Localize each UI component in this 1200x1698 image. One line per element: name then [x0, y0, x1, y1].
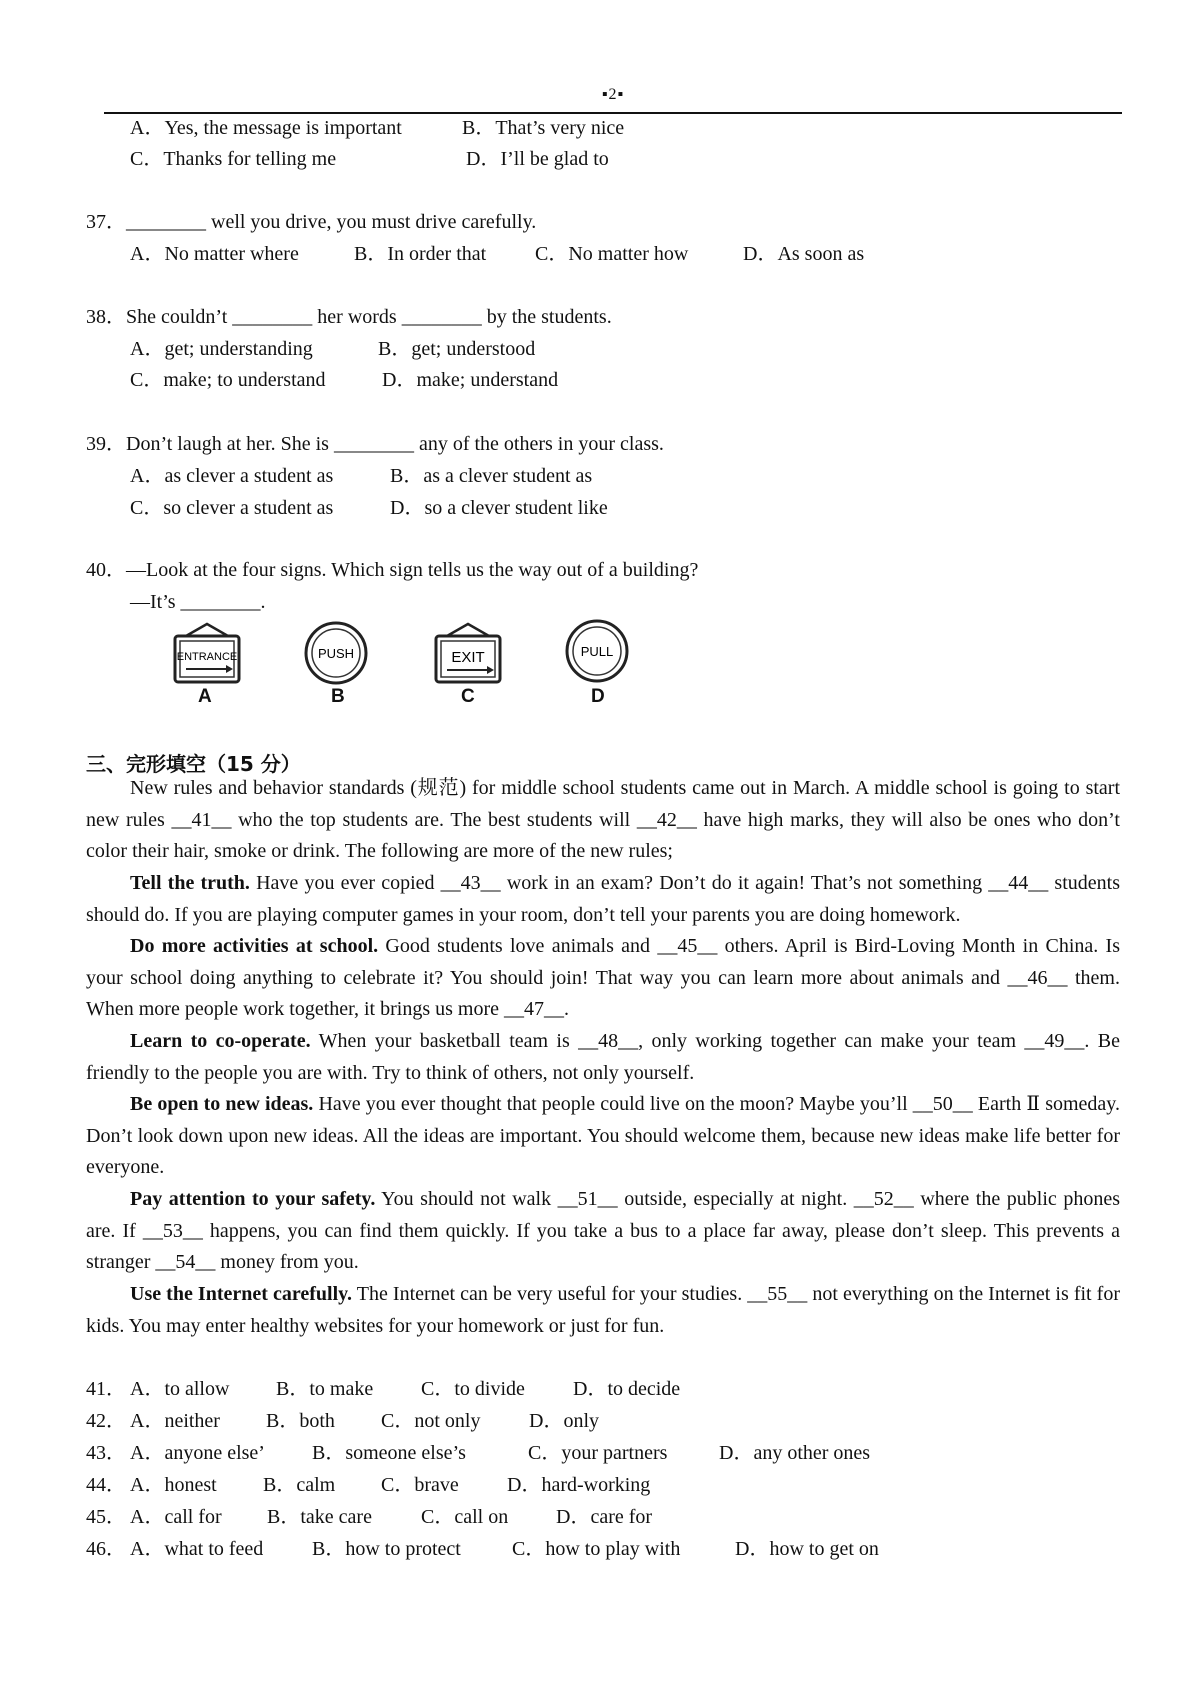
- svg-text:PUSH: PUSH: [317, 646, 355, 661]
- option-d: D．hard-working: [507, 1474, 651, 1496]
- paragraph-heading: Be open to new ideas.: [130, 1093, 314, 1115]
- option-a: A．call for: [130, 1506, 222, 1528]
- question-number: 45．: [86, 1506, 126, 1528]
- svg-text:ENTRANCE: ENTRANCE: [176, 651, 238, 663]
- page-number: ▪2▪: [601, 86, 625, 103]
- option-b: B．calm: [263, 1474, 336, 1496]
- option-c: C．not only: [381, 1410, 481, 1432]
- option-a: A．neither: [130, 1410, 220, 1432]
- option-39-c: C．so clever a student as: [130, 497, 334, 519]
- sign-b-push: [303, 620, 369, 691]
- option-b: B．take care: [267, 1506, 372, 1528]
- question-number: 44．: [86, 1474, 126, 1496]
- passage-paragraph-7: Use the Internet carefully. The Internet can be very useful for your studies. __55__ not everything on the Internet is fit for kids. You may enter healthy websites for your homework or just for fun.: [86, 1283, 1120, 1337]
- sign-a-entrance: [172, 622, 242, 693]
- option-c: C．to divide: [421, 1378, 525, 1400]
- option-d: D．how to get on: [735, 1538, 879, 1560]
- svg-text:EXIT: EXIT: [451, 649, 485, 666]
- svg-text:PULL: PULL: [580, 644, 614, 659]
- option-37-c: C．No matter how: [535, 243, 689, 265]
- passage-paragraph-1: New rules and behavior standards (规范) for middle school students came out in March. A middle school is going to start new rules __41__ who the top students are. The best students will __42__ have high marks, they will also be ones who don’t color their hair, smoke or drink. The following are more of the new rules;: [86, 777, 1120, 862]
- pull-sign-icon: [564, 618, 630, 684]
- option-b: B．how to protect: [312, 1538, 461, 1560]
- paragraph-heading: Learn to co-operate.: [130, 1030, 311, 1052]
- option-a: A．honest: [130, 1474, 217, 1496]
- section-title: 三、完形填空（15 分）: [86, 752, 301, 776]
- option-c: C．brave: [381, 1474, 459, 1496]
- question-37-stem: 37．________ well you drive, you must drive carefully.: [86, 211, 537, 233]
- option-d: D．only: [529, 1410, 599, 1432]
- question-38-stem: 38．She couldn’t ________ her words ________ by the students.: [86, 306, 612, 328]
- exit-sign-icon: [433, 622, 503, 688]
- passage-paragraph-6: Pay attention to your safety. You should not walk __51__ outside, especially at night. __52__ where the public phones are. If __53__ happens, you can find them quickly. If you take a bus to a place far away, please don’t sleep. This prevents a stranger __54__ money from you.: [86, 1188, 1120, 1273]
- option-c: C．how to play with: [512, 1538, 681, 1560]
- passage-paragraph-2: Tell the truth. Have you ever copied __43__ work in an exam? Don’t do it again! That’s not something __44__ students should do. If you are playing computer games in your room, don’t tell your parents you are doing homework.: [86, 872, 1120, 926]
- question-40-answer-line: —It’s ________.: [130, 591, 266, 613]
- page-header: [104, 84, 1122, 114]
- entrance-sign-icon: [172, 622, 242, 688]
- option-37-d: D．As soon as: [743, 243, 865, 265]
- sign-label-a: A: [198, 686, 212, 707]
- option-38-b: B．get; understood: [378, 338, 536, 360]
- paragraph-heading: Pay attention to your safety.: [130, 1188, 376, 1210]
- option-a: A．to allow: [130, 1378, 230, 1400]
- option-37-a: A．No matter where: [130, 243, 299, 265]
- option-37-b: B．In order that: [354, 243, 487, 265]
- question-39-stem: 39．Don’t laugh at her. She is ________ any of the others in your class.: [86, 433, 664, 455]
- sign-d-pull: [564, 618, 630, 689]
- option-38-d: D．make; understand: [382, 369, 559, 391]
- question-number: 41．: [86, 1378, 126, 1400]
- passage-paragraph-4: Learn to co-operate. When your basketball team is __48__, only working together can make your team __49__. Be friendly to the people you are with. Try to think of others, not only yourself.: [86, 1030, 1121, 1084]
- paragraph-heading: Do more activities at school.: [130, 935, 379, 957]
- option-38-c: C．make; to understand: [130, 369, 326, 391]
- option-39-d: D．so a clever student like: [390, 497, 608, 519]
- option-d: D．any other ones: [719, 1442, 871, 1464]
- question-40-stem: 40．—Look at the four signs. Which sign tells us the way out of a building?: [86, 559, 699, 581]
- option-c: C．your partners: [528, 1442, 668, 1464]
- option-39-b: B．as a clever student as: [390, 465, 593, 487]
- option-a: A．anyone else’: [130, 1442, 265, 1464]
- sign-label-d: D: [591, 686, 605, 707]
- option-36-b: B．That’s very nice: [462, 117, 625, 139]
- option-39-a: A．as clever a student as: [130, 465, 334, 487]
- question-number: 46．: [86, 1538, 126, 1560]
- option-d: D．to decide: [573, 1378, 681, 1400]
- option-b: B．both: [266, 1410, 335, 1432]
- question-number: 42．: [86, 1410, 126, 1432]
- option-b: B．to make: [276, 1378, 374, 1400]
- option-36-a: A．Yes, the message is important: [130, 117, 402, 139]
- push-sign-icon: [303, 620, 369, 686]
- option-d: D．care for: [556, 1506, 653, 1528]
- option-c: C．call on: [421, 1506, 509, 1528]
- option-b: B．someone else’s: [312, 1442, 466, 1464]
- passage-paragraph-5: Be open to new ideas. Have you ever thought that people could live on the moon? Maybe you’ll __50__ Earth Ⅱ someday. Don’t look down upon new ideas. All the ideas are important. You should welcome them, because new ideas make life better for everyone.: [86, 1093, 1120, 1178]
- option-36-d: D．I’ll be glad to: [466, 148, 609, 170]
- passage-paragraph-3: Do more activities at school. Good students love animals and __45__ others. April is Bird-Loving Month in China. Is your school doing anything to celebrate it? You should join! That way you can learn more about animals and __46__ them. When more people work together, it brings us more __47__.: [86, 935, 1120, 1020]
- option-36-c: C．Thanks for telling me: [130, 148, 337, 170]
- option-a: A．what to feed: [130, 1538, 264, 1560]
- sign-label-c: C: [461, 686, 475, 707]
- paragraph-heading: Tell the truth.: [130, 872, 250, 894]
- sign-label-b: B: [331, 686, 345, 707]
- option-38-a: A．get; understanding: [130, 338, 313, 360]
- question-number: 43．: [86, 1442, 126, 1464]
- sign-c-exit: [433, 622, 503, 693]
- paragraph-heading: Use the Internet carefully.: [130, 1283, 353, 1305]
